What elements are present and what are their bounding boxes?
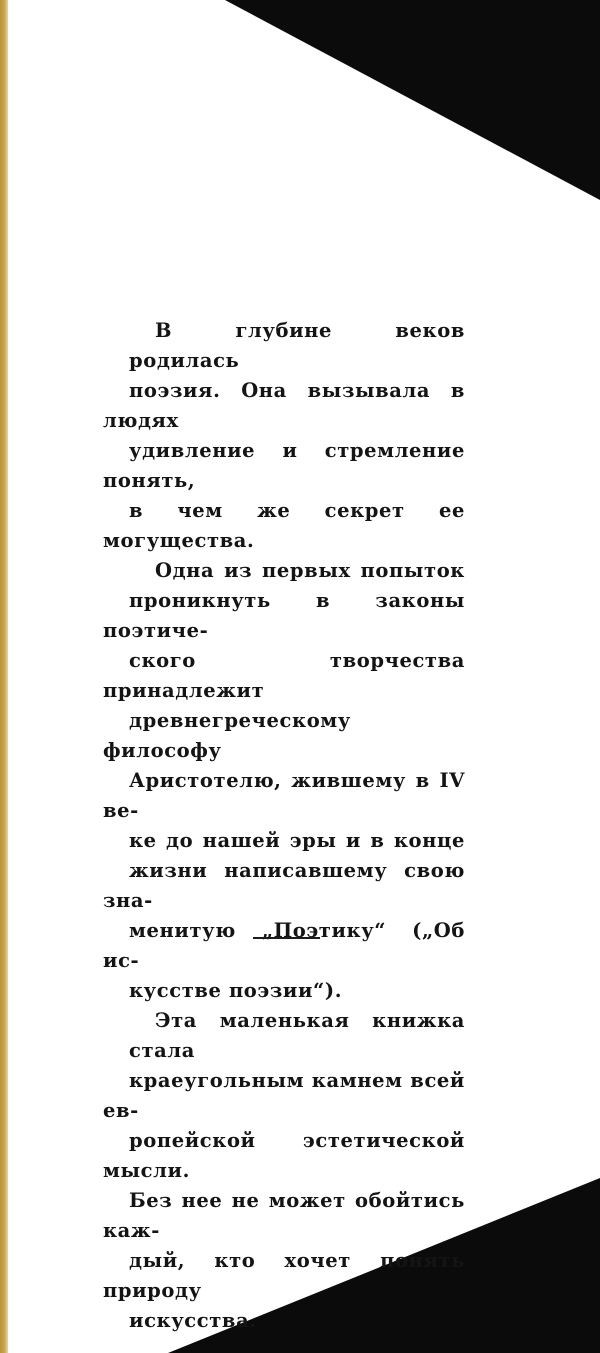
text-line: проникнуть в законы поэтиче- [103, 589, 465, 642]
text-line: дый, кто хочет понять природу [103, 1249, 465, 1302]
text-line: жизни написавшему свою зна- [103, 859, 465, 912]
text-line: древнегреческому философу [103, 709, 351, 762]
text-line: Аристотелю, жившему в IV ве- [103, 769, 465, 822]
text-line: кусстве поэзии“). [129, 979, 343, 1002]
text-line: Эта маленькая книжка стала [129, 1009, 465, 1062]
paragraph-3 [103, 1006, 465, 1336]
text-line: искусства. [129, 1309, 257, 1332]
text-line: поэзия. Она вызывала в людях [103, 379, 465, 432]
text-line: удивление и стремление понять, [103, 439, 465, 492]
text-line: ропейской эстетической мысли. [103, 1129, 465, 1182]
annotation-text [103, 316, 465, 1336]
text-line: В глубине веков родилась [129, 319, 465, 372]
text-line: в чем же секрет ее могущества. [103, 499, 465, 552]
text-line: ского творчества принадлежит [103, 649, 465, 702]
divider-rule [253, 937, 320, 939]
text-line: Одна из первых попыток [155, 559, 465, 582]
paragraph-1 [103, 316, 465, 556]
text-line: краеугольным камнем всей ев- [103, 1069, 465, 1122]
text-line: менитую „Поэтику“ („Об ис- [103, 919, 465, 972]
text-line: ке до нашей эры и в конце [129, 829, 465, 852]
text-line: Без нее не может обойтись каж- [103, 1189, 465, 1242]
top-black-wedge [225, 0, 600, 200]
